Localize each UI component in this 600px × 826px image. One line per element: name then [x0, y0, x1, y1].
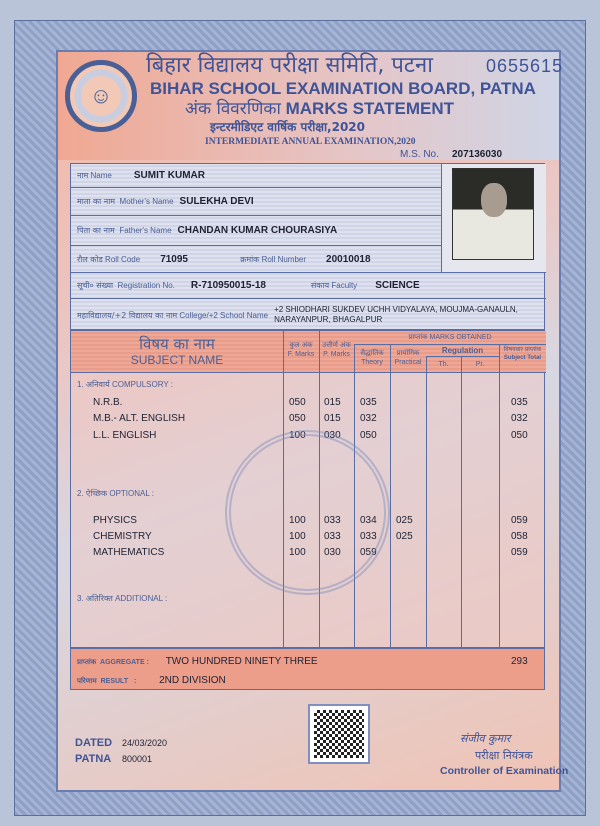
obtained-hi: प्राप्तांक: [408, 333, 428, 341]
subject-p-marks: 015: [324, 413, 341, 424]
practical-hi: प्रायोगिक: [396, 349, 420, 357]
name-row: [71, 164, 441, 188]
father-name: CHANDAN KUMAR CHOURASIYA: [177, 225, 338, 236]
subject-f-marks: 050: [289, 397, 306, 408]
roll-number-label-en: Roll Number: [261, 254, 307, 264]
regulation-header: Regulation: [441, 346, 484, 355]
regulation-pr-header: Pr.: [475, 361, 485, 368]
student-name: SUMIT KUMAR: [133, 170, 205, 181]
theory-en: Theory: [361, 359, 383, 366]
roll-code-label: [77, 254, 140, 265]
place-label: PATNA: [75, 753, 112, 765]
subject-name: N.R.B.: [93, 397, 123, 408]
name-label-hi: नाम: [77, 171, 89, 180]
subject-name: PHYSICS: [93, 515, 137, 526]
school-label: [77, 310, 268, 321]
photo-cell: [441, 164, 546, 273]
school-name-line2: NARAYANPUR, BHAGALPUR: [274, 315, 383, 324]
subject-header-hi: विषय का नाम: [139, 335, 215, 353]
subject-total-marks: 059: [511, 547, 528, 558]
subject-pr-marks: 025: [396, 531, 413, 542]
subject-total-marks: 032: [511, 413, 528, 424]
result-row: [77, 675, 226, 688]
section-hi: अतिरिक्त: [85, 594, 113, 603]
faculty-label-hi: संकाय: [310, 281, 330, 290]
marks-obtained-header: [354, 333, 546, 342]
section-en: COMPULSORY :: [111, 380, 173, 389]
subject-p-marks: 030: [324, 547, 341, 558]
fmarks-hi: कुल अंक: [289, 341, 313, 349]
subject-p-marks: 030: [324, 430, 341, 441]
registration-label: [77, 280, 175, 291]
practical-en: Practical: [394, 359, 422, 366]
subject-th-marks: 050: [360, 430, 377, 441]
father-label: [77, 225, 172, 236]
fmarks-en: F. Marks: [287, 351, 315, 358]
result-label-en: RESULT: [100, 678, 129, 685]
ms-no-value: 207136030: [452, 149, 503, 160]
ms-no-label: M.S. No.: [400, 149, 439, 160]
section-additional: [77, 593, 167, 604]
school-name: [274, 305, 518, 325]
subject-total-marks: 035: [511, 397, 528, 408]
aggregate-words: TWO HUNDRED NINETY THREE: [165, 656, 318, 667]
school-label-en: College/+2 School Name: [179, 310, 269, 320]
faculty-label: [311, 280, 357, 291]
controller-title-hindi: परीक्षा नियंत्रक: [475, 749, 533, 762]
registration-label-hi: सूची० संख्या: [77, 281, 114, 290]
roll-code-label-en: Roll Code: [105, 254, 141, 264]
exam-name-english: INTERMEDIATE ANNUAL EXAMINATION,2020: [205, 137, 416, 147]
roll-code-value: 71095: [160, 253, 188, 265]
subject-name: L.L. ENGLISH: [93, 430, 157, 441]
aggregate-total: 293: [511, 656, 528, 667]
school-name-line1: +2 SHIODHARI SUKDEV UCHH VIDYALAYA, MOUJMA-GANAULN,: [274, 305, 518, 314]
qr-pattern: [314, 710, 364, 758]
date-value: 24/03/2020: [122, 738, 168, 748]
pass-marks-header: [319, 341, 354, 359]
roll-code-label-hi: रौल कोड: [77, 254, 103, 264]
roll-row: [71, 246, 441, 273]
subject-row: [71, 397, 546, 412]
statement-title: [185, 99, 454, 119]
photo-face: [481, 183, 507, 217]
student-photo: [452, 168, 534, 260]
controller-signature: संजीव कुमार: [460, 732, 511, 745]
result-sep: :: [133, 678, 137, 685]
full-marks-header: [283, 341, 319, 359]
father-row: [71, 216, 441, 246]
registration-value: R-710950015-18: [190, 280, 266, 291]
practical-header: [390, 349, 426, 367]
subject-total-marks: 058: [511, 531, 528, 542]
registration-label-en: Registration No.: [117, 281, 175, 290]
mother-label-en: Mother's Name: [119, 197, 174, 206]
roll-number-value: 20010018: [326, 253, 371, 265]
exam-name-hindi: इन्टरमीडिएट वार्षिक परीक्षा,2020: [210, 120, 366, 134]
theory-header: [354, 349, 390, 367]
section-hi: अनिवार्य: [85, 380, 110, 389]
board-name-english: BIHAR SCHOOL EXAMINATION BOARD, PATNA: [150, 79, 536, 98]
subject-total-marks: 050: [511, 430, 528, 441]
pin-value: 800001: [122, 754, 153, 764]
subject-name: CHEMISTRY: [93, 531, 152, 542]
mother-label: [77, 196, 174, 207]
aggregate-label-en: AGGREGATE :: [100, 659, 149, 666]
father-label-en: Father's Name: [119, 226, 172, 235]
subject-pr-marks: 025: [396, 515, 413, 526]
total-en: Subject Total: [503, 355, 542, 361]
faculty-label-en: Faculty: [331, 281, 358, 290]
board-seal-logo: ☺: [65, 60, 137, 132]
student-info-table: [70, 163, 545, 330]
section-en: ADDITIONAL :: [115, 594, 168, 603]
aggregate-label-hi: प्राप्तांक: [77, 658, 97, 666]
subject-header-en: SUBJECT NAME: [130, 353, 224, 367]
mother-row: [71, 188, 441, 216]
total-hi: विषयवार प्राप्तांक: [503, 346, 542, 353]
subject-total-marks: 059: [511, 515, 528, 526]
seal-watermark: [225, 430, 390, 595]
serial-number: 0655615: [486, 56, 564, 76]
pmarks-en: P. Marks: [323, 351, 350, 358]
subject-f-marks: 100: [289, 430, 306, 441]
controller-title-english: Controller of Examination: [440, 765, 569, 777]
subject-f-marks: 050: [289, 413, 306, 424]
subject-th-marks: 033: [360, 531, 377, 542]
board-name-hindi: बिहार विद्यालय परीक्षा समिति, पटना: [146, 53, 433, 78]
section-num: 1.: [77, 380, 84, 389]
mother-label-hi: माता का नाम: [77, 197, 116, 206]
section-hi: ऐच्छिक: [85, 489, 108, 498]
result-label: [77, 678, 136, 685]
subject-name: M.B.- ALT. ENGLISH: [93, 413, 186, 424]
school-label-hi: महाविद्यालय/+2 विद्यालय का नाम: [77, 310, 178, 320]
dated-label: DATED: [75, 737, 113, 749]
subject-name-header: [71, 335, 283, 367]
section-en: OPTIONAL :: [109, 489, 154, 498]
statement-title-hindi: अंक विवरणिका: [185, 99, 281, 119]
subject-p-marks: 033: [324, 515, 341, 526]
result-label-hi: परिणाम: [77, 677, 97, 685]
aggregate-box: [70, 648, 545, 690]
pmarks-hi: उत्तीर्ण अंक: [322, 341, 351, 349]
aggregate-label: [77, 659, 149, 666]
subject-name: MATHEMATICS: [93, 547, 165, 558]
subject-f-marks: 100: [289, 531, 306, 542]
faculty-value: SCIENCE: [375, 280, 420, 291]
subject-th-marks: 032: [360, 413, 377, 424]
section-optional: [77, 488, 154, 499]
section-num: 2.: [77, 489, 84, 498]
subject-p-marks: 015: [324, 397, 341, 408]
qr-code: [308, 704, 370, 764]
subject-p-marks: 033: [324, 531, 341, 542]
statement-title-english: MARKS STATEMENT: [285, 99, 455, 118]
aggregate-row: [77, 656, 318, 669]
registration-row: [71, 273, 546, 299]
subject-total-header: [499, 346, 546, 362]
subject-row: [71, 413, 546, 428]
subject-th-marks: 034: [360, 515, 377, 526]
theory-hi: सैद्धांतिक: [360, 349, 384, 357]
roll-number-label: [240, 254, 306, 265]
section-num: 3.: [77, 594, 84, 603]
father-label-hi: पिता का नाम: [77, 226, 115, 235]
roll-number-label-hi: क्रमांक: [240, 254, 260, 264]
name-label: [77, 170, 112, 181]
subject-f-marks: 100: [289, 515, 306, 526]
subject-th-marks: 035: [360, 397, 377, 408]
section-compulsory: [77, 379, 173, 390]
subject-f-marks: 100: [289, 547, 306, 558]
name-label-en: Name: [90, 171, 112, 180]
mother-name: SULEKHA DEVI: [179, 196, 254, 207]
obtained-en: MARKS OBTAINED: [429, 334, 492, 341]
result-value: 2ND DIVISION: [159, 675, 226, 686]
regulation-th-header: Th.: [438, 361, 449, 368]
subject-th-marks: 059: [360, 547, 377, 558]
school-row: [71, 299, 546, 331]
